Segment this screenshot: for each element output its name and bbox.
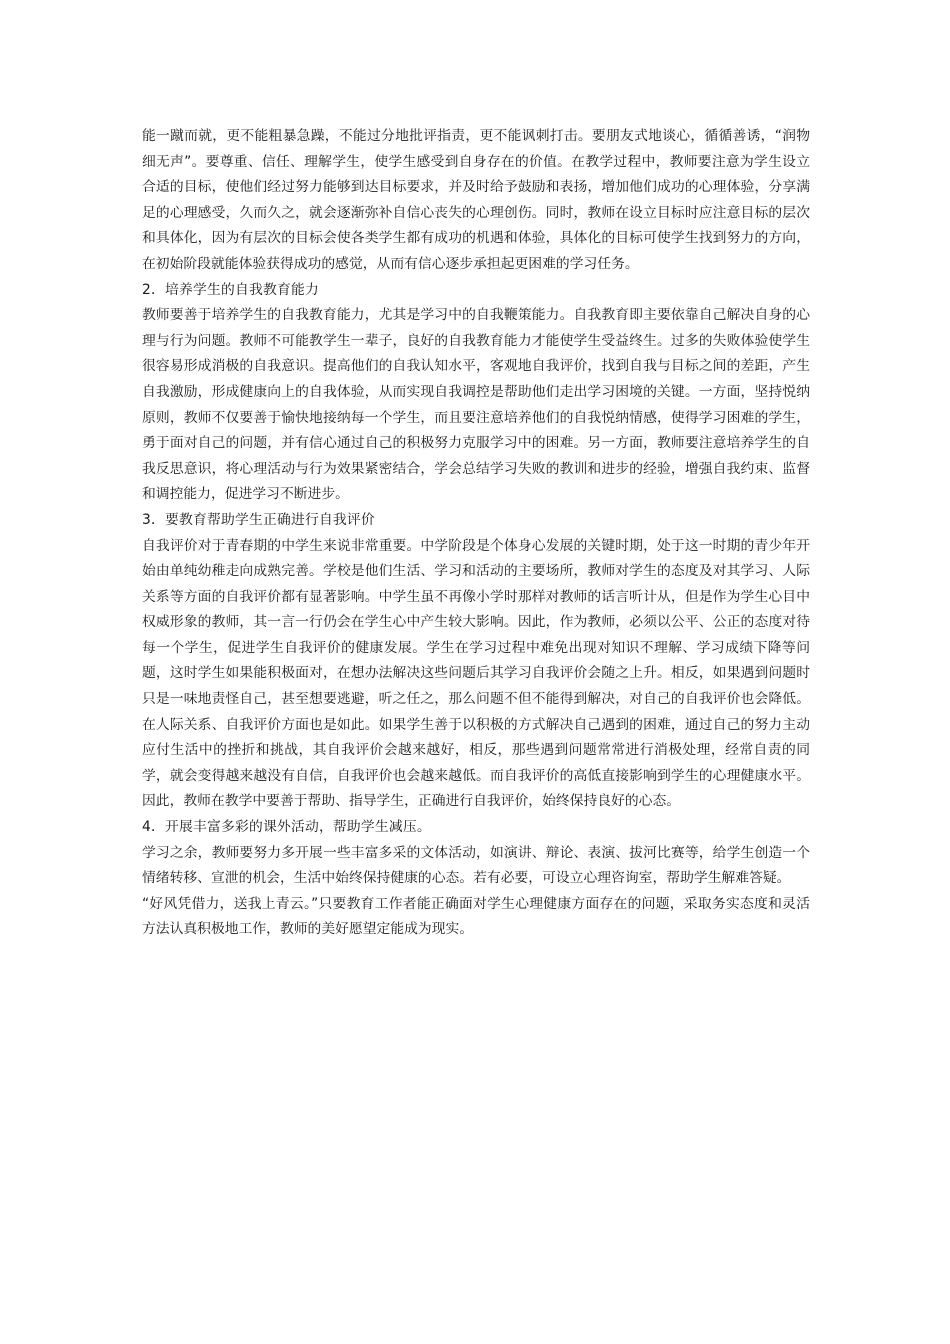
paragraph-activities: 学习之余，教师要努力多开展一些丰富多采的文体活动，如演讲、辩论、表演、拔河比赛等，给学生创造一个情绪转移、宣泄的机会，生活中始终保持健康的心态。若有必要，可设立心理咨询室，帮助学生解难答疑。: [142, 844, 810, 887]
section-heading-3: 3．要教育帮助学生正确进行自我评价: [142, 511, 375, 528]
paragraph-self-evaluation: 自我评价对于青春期的中学生来说非常重要。中学阶段是个体身心发展的关键时期，处于这一时期的青少年开始由单纯幼稚走向成熟完善。学校是他们生活、学习和活动的主要场所，教师对学生的态度及对其学习、人际关系等方面的自我评价都有显著影响。中学生虽不再像小学时那样对教师的话言听计从，但是作为学生心目中权威形象的教师，其一言一行仍会在学生心中产生较大影响。因此，作为教师，必须以公平、公正的态度对待每一个学生，促进学生自我评价的健康发展。学生在学习过程中难免出现对知识不理解、学习成绩下降等问题，这时学生如果能积极面对，在想办法解决这些问题后其学习自我评价会随之上升。相反，如果遇到问题时只是一味地责怪自己，甚至想要逃避，听之任之，那么问题不但不能得到解决，对自己的自我评价也会降低。在人际关系、自我评价方面也是如此。如果学生善于以积极的方式解决自己遇到的困难，通过自己的努力主动应付生活中的挫折和挑战，其自我评价会越来越好，相反，那些遇到问题常常进行消极处理，经常自责的同学，就会变得越来越没有自信，自我评价也会越来越低。而自我评价的高低直接影响到学生的心理健康水平。因此，教师在教学中要善于帮助、指导学生，正确进行自我评价，始终保持良好的心态。: [142, 537, 810, 810]
section-heading-4: 4．开展丰富多彩的课外活动，帮助学生减压。: [142, 819, 431, 836]
section-heading-2: 2．培养学生的自我教育能力: [142, 281, 319, 298]
document-body: [142, 124, 810, 943]
paragraph-continuation: 能一蹴而就，更不能粗暴急躁，不能过分地批评指责，更不能讽刺打击。要朋友式地谈心，循循善诱，“润物细无声”。要尊重、信任、理解学生，使学生感受到自身存在的价值。在教学过程中，教师要注意为学生设立合适的目标，使他们经过努力能够到达目标要求，并及时给予鼓励和表扬，增加他们成功的心理体验，分享满足的心理感受，久而久之，就会逐渐弥补自信心丧失的心理创伤。同时，教师在设立目标时应注意目标的层次和具体化，因为有层次的目标会使各类学生都有成功的机遇和体验，具体化的目标可使学生找到努力的方向，在初始阶段就能体验获得成功的感觉，从而有信心逐步承担起更困难的学习任务。: [142, 128, 810, 272]
paragraph-conclusion: “好风凭借力，送我上青云。”只要教育工作者能正确面对学生心理健康方面存在的问题，采取务实态度和灵活方法认真积极地工作，教师的美好愿望定能成为现实。: [142, 895, 810, 938]
paragraph-self-education: 教师要善于培养学生的自我教育能力，尤其是学习中的自我鞭策能力。自我教育即主要依靠自己解决自身的心理与行为问题。教师不可能教学生一辈子，良好的自我教育能力才能使学生受益终生。过多的失败体验使学生很容易形成消极的自我意识。提高他们的自我认知水平，客观地自我评价，找到自我与目标之间的差距，产生自我激励，形成健康向上的自我体验，从而实现自我调控是帮助他们走出学习困境的关键。一方面，坚持悦纳原则，教师不仅要善于愉快地接纳每一个学生，而且要注意培养他们的自我悦纳情感，使得学习困难的学生，勇于面对自己的问题，并有信心通过自己的积极努力克服学习中的困难。另一方面，教师要注意培养学生的自我反思意识，将心理活动与行为效果紧密结合，学会总结学习失败的教训和进步的经验，增强自我约束、监督和调控能力，促进学习不断进步。: [142, 307, 810, 503]
